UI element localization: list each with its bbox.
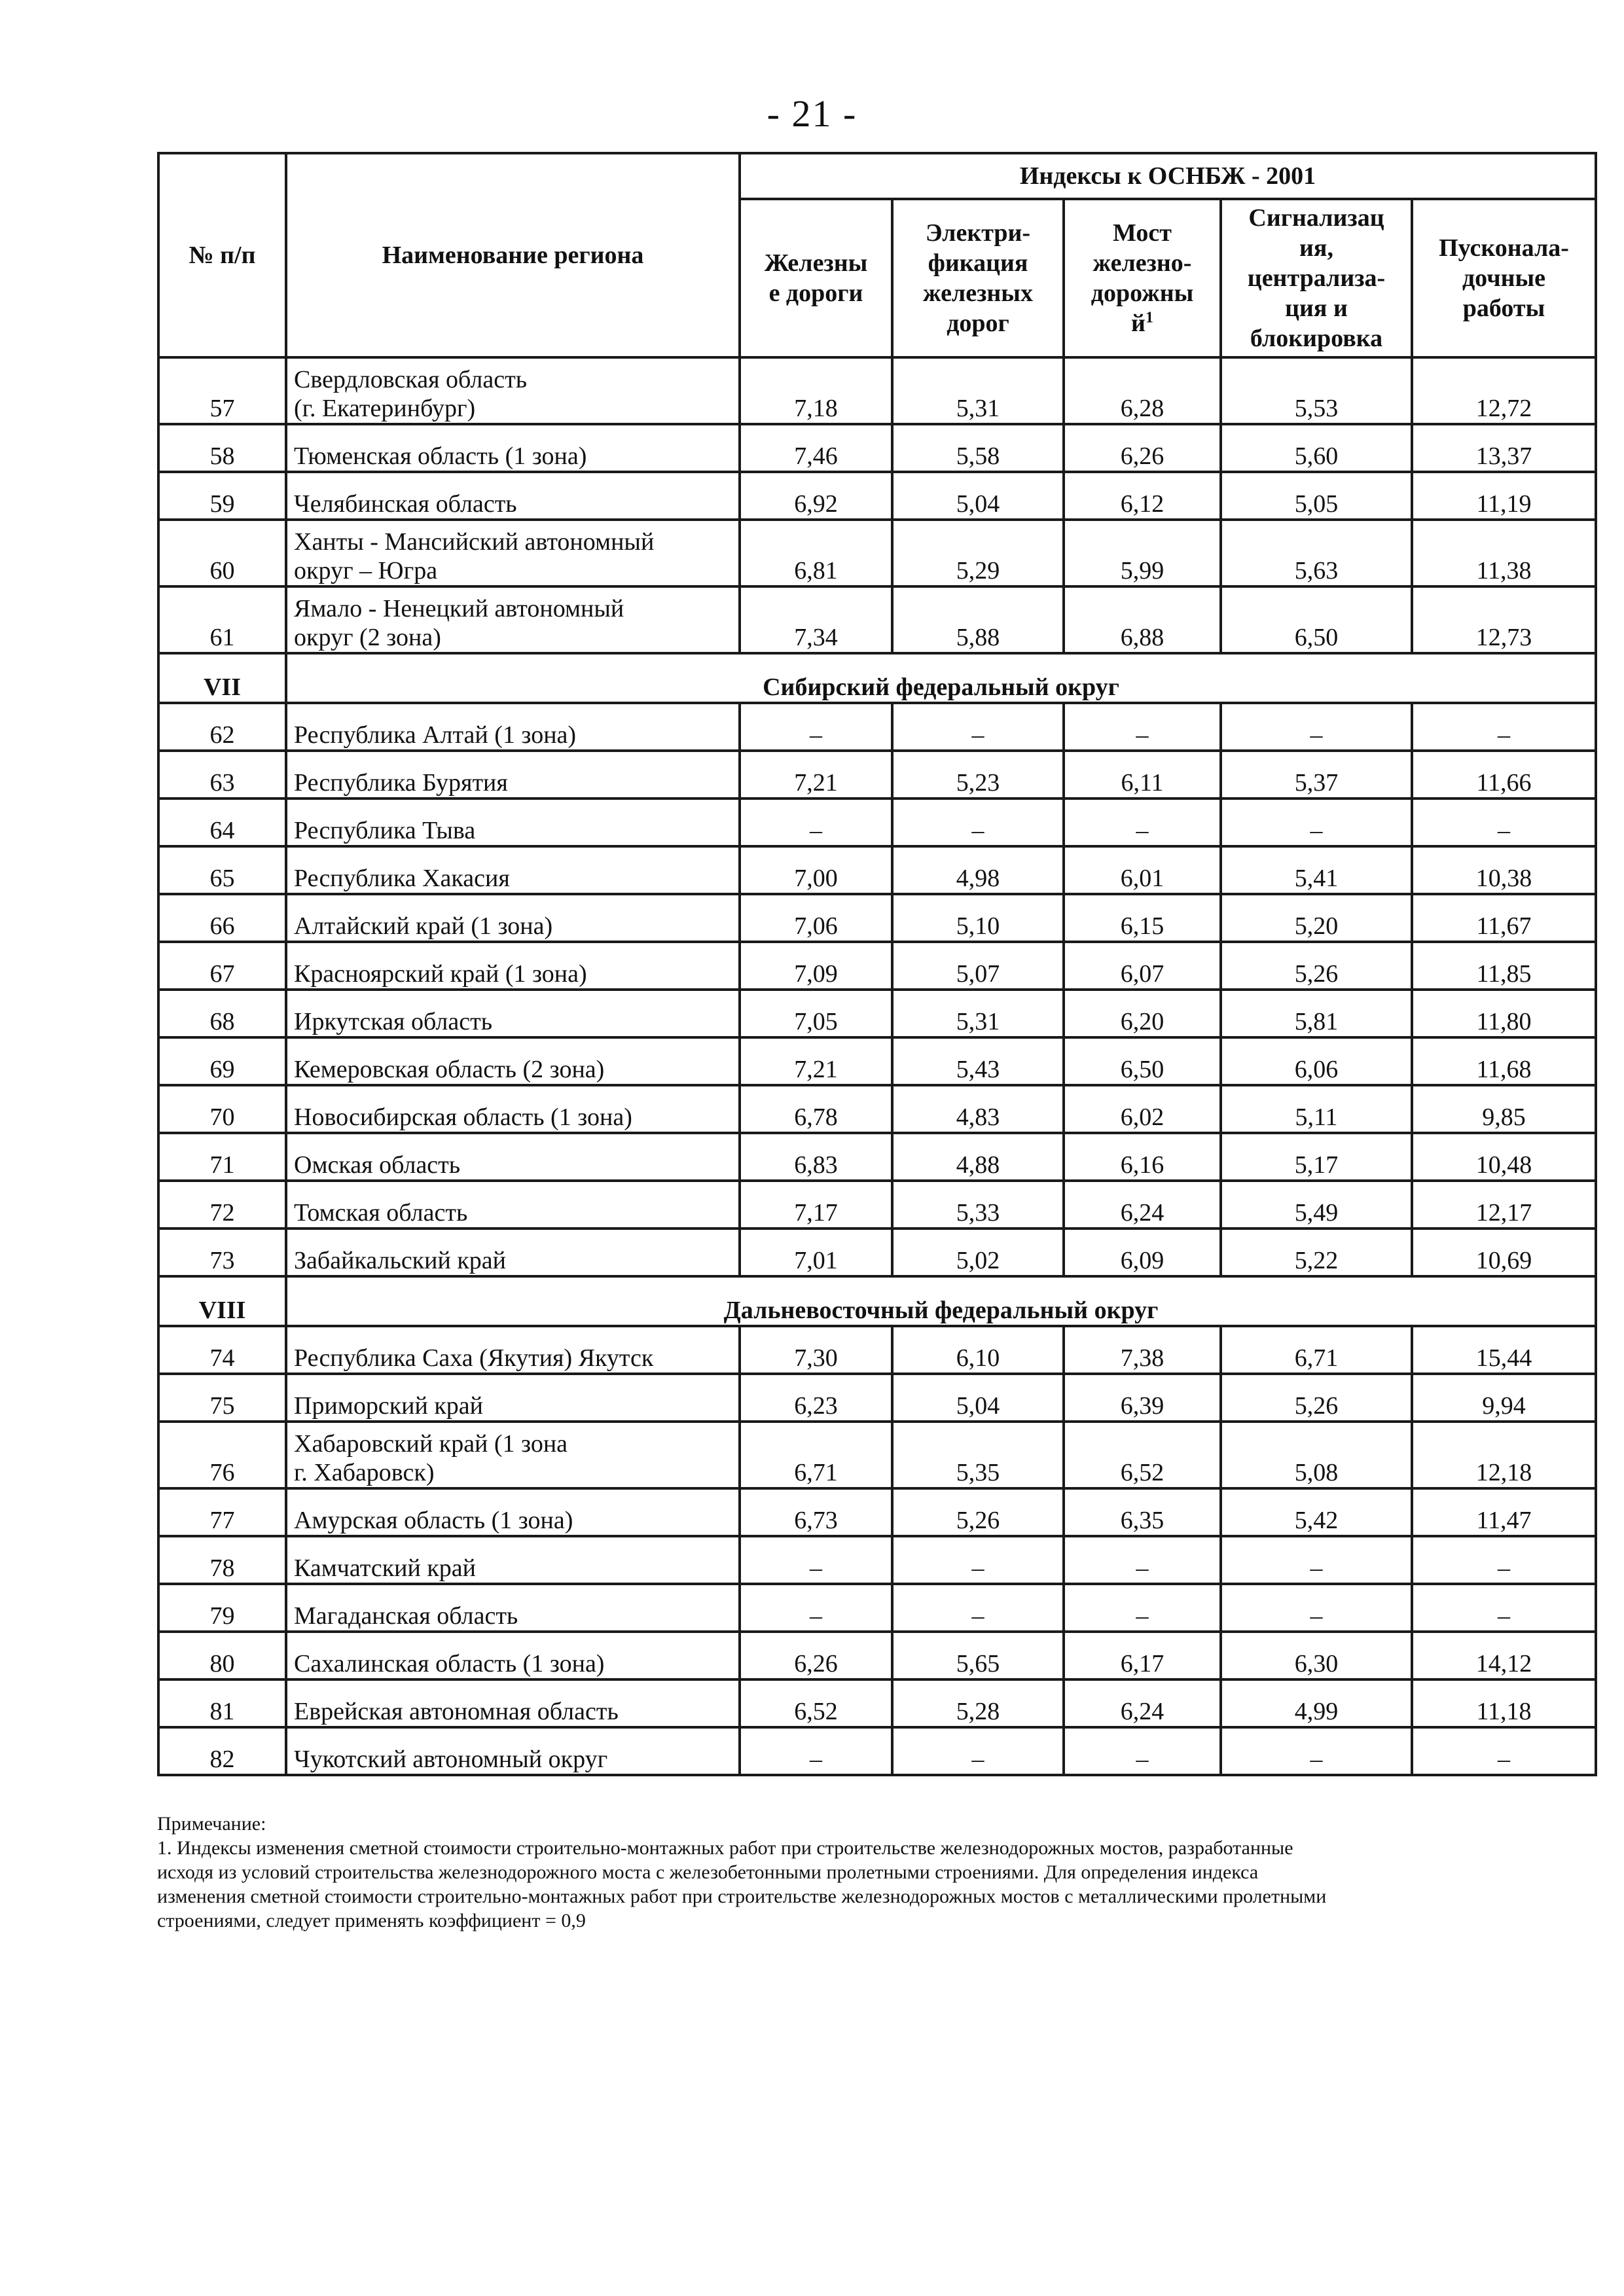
row-number: 61: [158, 586, 286, 653]
table-row: [158, 846, 1596, 894]
index-value: 6,10: [892, 1326, 1064, 1374]
region-name: Магаданская область: [286, 1584, 740, 1632]
index-value: 7,34: [740, 586, 892, 653]
table-row: [158, 520, 1596, 586]
index-value: 6,88: [1064, 586, 1221, 653]
region-name: Республика Хакасия: [286, 846, 740, 894]
index-value: –: [1064, 1727, 1221, 1775]
region-name: Республика Тыва: [286, 798, 740, 846]
index-value: 6,39: [1064, 1374, 1221, 1422]
table-row: [158, 357, 1596, 424]
table-row: [158, 1536, 1596, 1584]
page-number: - 21 -: [767, 92, 857, 135]
row-number: 57: [158, 357, 286, 424]
index-value: 6,92: [740, 472, 892, 520]
index-value: 6,50: [1221, 586, 1412, 653]
index-value: 12,73: [1412, 586, 1596, 653]
index-value: 5,05: [1221, 472, 1412, 520]
index-value: 11,85: [1412, 942, 1596, 990]
district-code: VIII: [158, 1276, 286, 1326]
index-value: 11,18: [1412, 1679, 1596, 1727]
index-value: 6,11: [1064, 751, 1221, 798]
index-value: 5,31: [892, 990, 1064, 1037]
index-value: 5,26: [1221, 942, 1412, 990]
region-name: Приморский край: [286, 1374, 740, 1422]
table-row: [158, 472, 1596, 520]
index-value: 6,71: [740, 1422, 892, 1488]
row-number: 81: [158, 1679, 286, 1727]
index-value: –: [1221, 798, 1412, 846]
index-value: 9,94: [1412, 1374, 1596, 1422]
index-value: 5,11: [1221, 1085, 1412, 1133]
footnote-line: изменения сметной стоимости строительно-монтажных работ при строительстве железнодорожных мостов с металлическими пролетными: [157, 1886, 1327, 1907]
row-number: 68: [158, 990, 286, 1037]
index-value: 5,22: [1221, 1229, 1412, 1276]
region-name: Омская область: [286, 1133, 740, 1181]
index-value: 5,42: [1221, 1488, 1412, 1536]
index-value: 6,28: [1064, 357, 1221, 424]
index-value: –: [892, 1727, 1064, 1775]
region-name: Челябинская область: [286, 472, 740, 520]
header-number: № п/п: [158, 153, 286, 357]
index-value: 6,17: [1064, 1632, 1221, 1679]
row-number: 76: [158, 1422, 286, 1488]
region-name: Еврейская автономная область: [286, 1679, 740, 1727]
region-name: Республика Саха (Якутия) Якутск: [286, 1326, 740, 1374]
index-value: –: [1412, 798, 1596, 846]
index-value: 7,06: [740, 894, 892, 942]
index-value: 6,35: [1064, 1488, 1221, 1536]
index-value: 6,50: [1064, 1037, 1221, 1085]
table-body: [158, 357, 1596, 1775]
index-value: 7,05: [740, 990, 892, 1037]
index-value: 6,07: [1064, 942, 1221, 990]
index-value: 5,17: [1221, 1133, 1412, 1181]
row-number: 70: [158, 1085, 286, 1133]
footnote: [157, 1812, 1466, 1933]
table-row: [158, 990, 1596, 1037]
row-number: 75: [158, 1374, 286, 1422]
row-number: 62: [158, 703, 286, 751]
table-row: [158, 942, 1596, 990]
index-value: –: [740, 798, 892, 846]
index-value: –: [1221, 1727, 1412, 1775]
index-value: 5,20: [1221, 894, 1412, 942]
index-value: 11,67: [1412, 894, 1596, 942]
table-row: [158, 1374, 1596, 1422]
district-title: Дальневосточный федеральный округ: [286, 1276, 1596, 1326]
index-value: –: [1412, 1727, 1596, 1775]
index-value: 6,52: [1064, 1422, 1221, 1488]
index-value: 7,30: [740, 1326, 892, 1374]
footnote-title: Примечание:: [157, 1813, 266, 1835]
region-name: Забайкальский край: [286, 1229, 740, 1276]
index-value: 6,09: [1064, 1229, 1221, 1276]
index-value: –: [1064, 1536, 1221, 1584]
index-value: 5,58: [892, 424, 1064, 472]
index-value: 6,16: [1064, 1133, 1221, 1181]
region-name: Камчатский край: [286, 1536, 740, 1584]
index-value: 5,63: [1221, 520, 1412, 586]
index-value: 6,26: [740, 1632, 892, 1679]
region-name: Амурская область (1 зона): [286, 1488, 740, 1536]
table-row: [158, 1181, 1596, 1229]
index-value: 5,37: [1221, 751, 1412, 798]
index-value: 11,38: [1412, 520, 1596, 586]
index-value: 7,21: [740, 1037, 892, 1085]
index-value: 6,06: [1221, 1037, 1412, 1085]
index-value: 11,66: [1412, 751, 1596, 798]
index-value: 6,73: [740, 1488, 892, 1536]
index-value: 11,80: [1412, 990, 1596, 1037]
region-name: Тюменская область (1 зона): [286, 424, 740, 472]
row-number: 60: [158, 520, 286, 586]
index-value: –: [892, 1536, 1064, 1584]
region-name: Хабаровский край (1 зона г. Хабаровск): [286, 1422, 740, 1488]
index-value: 6,30: [1221, 1632, 1412, 1679]
index-value: 5,35: [892, 1422, 1064, 1488]
region-name: Алтайский край (1 зона): [286, 894, 740, 942]
table-row: [158, 424, 1596, 472]
region-name: Сахалинская область (1 зона): [286, 1632, 740, 1679]
footnote-line: строениями, следует применять коэффициент = 0,9: [157, 1910, 586, 1931]
index-value: 7,21: [740, 751, 892, 798]
index-value: –: [740, 1536, 892, 1584]
index-value: 5,99: [1064, 520, 1221, 586]
index-value: –: [1221, 1584, 1412, 1632]
index-value: 12,72: [1412, 357, 1596, 424]
region-name: Красноярский край (1 зона): [286, 942, 740, 990]
index-value: 5,04: [892, 472, 1064, 520]
index-value: 5,04: [892, 1374, 1064, 1422]
index-value: 11,19: [1412, 472, 1596, 520]
region-name: Кемеровская область (2 зона): [286, 1037, 740, 1085]
table-row: [158, 1037, 1596, 1085]
index-value: –: [1064, 798, 1221, 846]
index-value: –: [892, 1584, 1064, 1632]
index-value: 6,71: [1221, 1326, 1412, 1374]
index-value: 6,26: [1064, 424, 1221, 472]
region-name: Ямало - Ненецкий автономный округ (2 зона): [286, 586, 740, 653]
row-number: 82: [158, 1727, 286, 1775]
table-row: [158, 1326, 1596, 1374]
index-value: 7,46: [740, 424, 892, 472]
regional-index-table: [157, 152, 1597, 1776]
index-value: 6,52: [740, 1679, 892, 1727]
index-value: 5,33: [892, 1181, 1064, 1229]
footnote-line: исходя из условий строительства железнодорожного моста с железобетонными пролетными строениями. Для определения индекса: [157, 1861, 1259, 1883]
table-row: [158, 751, 1596, 798]
header-subcol: Пусконала- дочные работы: [1412, 199, 1596, 357]
index-value: 7,00: [740, 846, 892, 894]
table-row: [158, 1229, 1596, 1276]
index-value: 12,17: [1412, 1181, 1596, 1229]
table-row: [158, 1133, 1596, 1181]
index-value: –: [1412, 1584, 1596, 1632]
row-number: 73: [158, 1229, 286, 1276]
region-name: Чукотский автономный округ: [286, 1727, 740, 1775]
index-value: 10,38: [1412, 846, 1596, 894]
index-value: 7,17: [740, 1181, 892, 1229]
index-value: 4,83: [892, 1085, 1064, 1133]
index-value: 11,68: [1412, 1037, 1596, 1085]
row-number: 66: [158, 894, 286, 942]
district-title: Сибирский федеральный округ: [286, 653, 1596, 703]
table-row: [158, 1632, 1596, 1679]
header-subcol: Железны е дороги: [740, 199, 892, 357]
table-row: [158, 1422, 1596, 1488]
index-value: 7,01: [740, 1229, 892, 1276]
index-value: 5,10: [892, 894, 1064, 942]
region-name: Ханты - Мансийский автономный округ – Югра: [286, 520, 740, 586]
region-name: Новосибирская область (1 зона): [286, 1085, 740, 1133]
index-value: –: [740, 703, 892, 751]
table-row: [158, 1085, 1596, 1133]
table-row: [158, 1727, 1596, 1775]
index-value: 6,23: [740, 1374, 892, 1422]
index-value: 5,65: [892, 1632, 1064, 1679]
row-number: 59: [158, 472, 286, 520]
index-value: –: [740, 1584, 892, 1632]
index-value: 6,15: [1064, 894, 1221, 942]
index-value: 4,98: [892, 846, 1064, 894]
index-value: 5,41: [1221, 846, 1412, 894]
table-row: [158, 586, 1596, 653]
row-number: 80: [158, 1632, 286, 1679]
row-number: 58: [158, 424, 286, 472]
row-number: 63: [158, 751, 286, 798]
index-value: 6,12: [1064, 472, 1221, 520]
index-value: 4,88: [892, 1133, 1064, 1181]
region-name: Иркутская область: [286, 990, 740, 1037]
region-name: Республика Бурятия: [286, 751, 740, 798]
index-value: –: [892, 798, 1064, 846]
index-value: 5,08: [1221, 1422, 1412, 1488]
index-value: 9,85: [1412, 1085, 1596, 1133]
row-number: 72: [158, 1181, 286, 1229]
index-value: 5,43: [892, 1037, 1064, 1085]
index-value: 5,02: [892, 1229, 1064, 1276]
index-value: –: [1412, 703, 1596, 751]
header-subcol: Сигнализац ия, централиза- ция и блокировка: [1221, 199, 1412, 357]
index-value: 5,26: [1221, 1374, 1412, 1422]
region-name: Томская область: [286, 1181, 740, 1229]
row-number: 79: [158, 1584, 286, 1632]
index-value: 7,18: [740, 357, 892, 424]
row-number: 77: [158, 1488, 286, 1536]
header-subcol: Электри- фикация железных дорог: [892, 199, 1064, 357]
table-row: [158, 703, 1596, 751]
row-number: 67: [158, 942, 286, 990]
index-value: 5,28: [892, 1679, 1064, 1727]
index-value: 6,24: [1064, 1181, 1221, 1229]
index-value: 5,81: [1221, 990, 1412, 1037]
index-value: –: [1221, 1536, 1412, 1584]
index-value: 14,12: [1412, 1632, 1596, 1679]
index-value: –: [740, 1727, 892, 1775]
index-value: 10,48: [1412, 1133, 1596, 1181]
header-region-name: Наименование региона: [286, 153, 740, 357]
index-value: 6,01: [1064, 846, 1221, 894]
index-value: –: [1221, 703, 1412, 751]
index-value: 12,18: [1412, 1422, 1596, 1488]
district-row: [158, 1276, 1596, 1326]
header-index-group: Индексы к ОСНБЖ - 2001: [740, 153, 1596, 199]
region-name: Республика Алтай (1 зона): [286, 703, 740, 751]
index-value: 5,60: [1221, 424, 1412, 472]
header-subcol: Мост железно- дорожны $й^1$: [1064, 199, 1221, 357]
district-code: VII: [158, 653, 286, 703]
index-value: 5,88: [892, 586, 1064, 653]
index-value: 6,83: [740, 1133, 892, 1181]
index-value: 13,37: [1412, 424, 1596, 472]
table-row: [158, 798, 1596, 846]
index-value: 5,23: [892, 751, 1064, 798]
table-row: [158, 1488, 1596, 1536]
index-value: 6,02: [1064, 1085, 1221, 1133]
table-row: [158, 1584, 1596, 1632]
footnote-line: 1. Индексы изменения сметной стоимости строительно-монтажных работ при строительстве железнодорожных мостов, разработанные: [157, 1837, 1293, 1859]
index-value: 4,99: [1221, 1679, 1412, 1727]
index-value: 6,78: [740, 1085, 892, 1133]
table-row: [158, 1679, 1596, 1727]
region-name: Свердловская область (г. Екатеринбург): [286, 357, 740, 424]
index-value: 6,24: [1064, 1679, 1221, 1727]
row-number: 69: [158, 1037, 286, 1085]
row-number: 74: [158, 1326, 286, 1374]
index-value: 15,44: [1412, 1326, 1596, 1374]
index-value: 5,29: [892, 520, 1064, 586]
index-value: 6,20: [1064, 990, 1221, 1037]
index-value: –: [1064, 1584, 1221, 1632]
footnote-marker: 1: [1145, 309, 1153, 327]
table-row: [158, 894, 1596, 942]
row-number: 71: [158, 1133, 286, 1181]
row-number: 64: [158, 798, 286, 846]
index-value: 7,09: [740, 942, 892, 990]
index-value: 7,38: [1064, 1326, 1221, 1374]
index-value: 10,69: [1412, 1229, 1596, 1276]
index-value: 5,26: [892, 1488, 1064, 1536]
index-value: 5,53: [1221, 357, 1412, 424]
index-value: –: [1412, 1536, 1596, 1584]
index-value: –: [1064, 703, 1221, 751]
row-number: 78: [158, 1536, 286, 1584]
district-row: [158, 653, 1596, 703]
index-value: 5,31: [892, 357, 1064, 424]
index-value: 11,47: [1412, 1488, 1596, 1536]
index-value: 5,07: [892, 942, 1064, 990]
index-value: 6,81: [740, 520, 892, 586]
table-header: [158, 153, 1596, 357]
index-value: –: [892, 703, 1064, 751]
index-value: 5,49: [1221, 1181, 1412, 1229]
row-number: 65: [158, 846, 286, 894]
